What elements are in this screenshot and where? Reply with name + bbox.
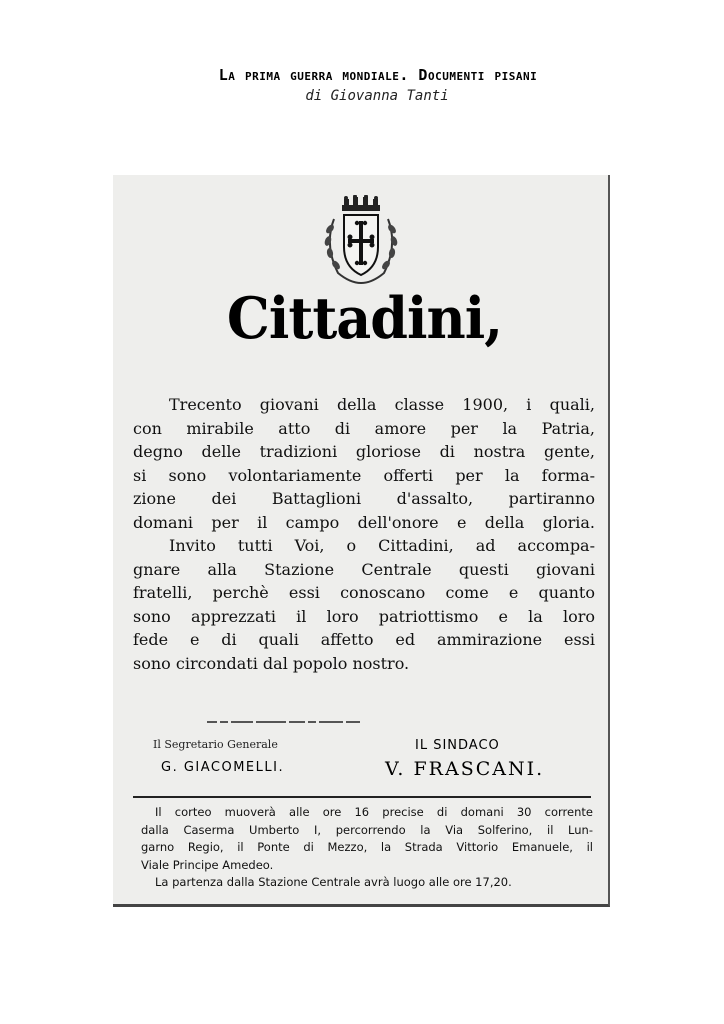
body-line: fratelli, perchè essi conoscano come e quanto	[133, 583, 595, 602]
secretary-name: G. GIACOMELLI.	[161, 760, 285, 775]
body-line: degno delle tradizioni gloriose di nostra gente,	[133, 442, 595, 461]
page-author: di Giovanna Tanti	[305, 88, 449, 104]
body-line: Invito tutti Voi, o Cittadini, ad accompa-	[169, 536, 595, 555]
body-line: sono circondati dal popolo nostro.	[133, 653, 410, 673]
illegible-date-line	[207, 719, 387, 725]
mayor-name: V. FRASCANI.	[385, 758, 545, 780]
poster-notice	[141, 804, 593, 892]
body-line: fede e di quali affetto ed ammirazione essi	[133, 630, 595, 649]
poster-image	[113, 175, 610, 907]
secretary-role: Il Segretario Generale	[153, 738, 278, 751]
body-line: zione dei Battaglioni d'assalto, partiranno	[133, 489, 595, 508]
notice-line: Viale Principe Amedeo.	[141, 857, 274, 872]
body-line: Trecento giovani della classe 1900, i quali,	[169, 395, 595, 414]
mayor-role: IL SINDACO	[415, 738, 500, 753]
city-crest-icon	[320, 195, 402, 287]
body-line: si sono volontariamente offerti per la forma-	[133, 465, 595, 485]
page-header	[0, 66, 724, 104]
notice-line: garno Regio, il Ponte di Mezzo, la Strada Vittorio Emanuele, il	[141, 840, 593, 854]
notice-line: Il corteo muoverà alle ore 16 precise di domani 30 corrente	[155, 805, 593, 819]
poster-body-text	[133, 393, 595, 675]
page-title: La prima guerra mondiale. Documenti pisani	[218, 66, 538, 84]
body-line: sono apprezzati il loro patriottismo e la loro	[133, 606, 595, 626]
body-line: domani per il campo dell'onore e della gloria.	[133, 512, 595, 532]
signature-secretary	[153, 738, 333, 775]
notice-line: dalla Caserma Umberto I, percorrendo la Via Solferino, il Lun-	[141, 822, 593, 837]
poster-headline: Cittadini,	[226, 284, 503, 352]
divider	[133, 796, 591, 798]
body-line: gnare alla Stazione Centrale questi giovani	[133, 559, 595, 579]
notice-line: La partenza dalla Stazione Centrale avrà luogo alle ore 17,20.	[155, 875, 512, 889]
signature-mayor	[385, 738, 565, 780]
body-line: con mirabile atto di amore per la Patria,	[133, 418, 595, 438]
